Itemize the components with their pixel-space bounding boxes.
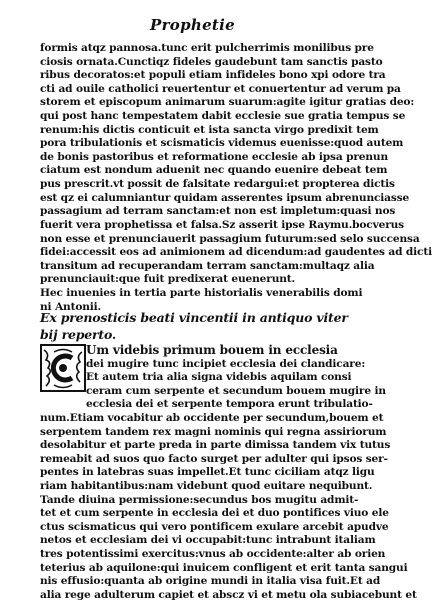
- text-line: nis effusio:quanta ab origine mundi in italia visa fuit.Et ad: [40, 575, 381, 588]
- text-line: tres potentissimi exercitus:vnus ab occidente:alter ab orien: [40, 548, 386, 561]
- text-line: ciosis ornata.Cunctiqz fideles gaudebunt tam sanctis pasto: [40, 55, 383, 68]
- text-line: pora tribulationis et scismaticis videmus euenisse:quod autem: [40, 137, 404, 150]
- text-line: alia rege adulterum capiet et abscz vi et metu ola subiacebunt et: [40, 588, 417, 601]
- text-line: Et autem tria alia signa videbis aquilam consi: [86, 371, 352, 384]
- decorated-initial-c-icon: [42, 346, 84, 390]
- text-line: serpentem tandem rex magni nominis qui regna assiriorum: [40, 425, 387, 438]
- text-line: non esse et prenunciauerit passagium futurum:sed selo succensa: [40, 232, 420, 245]
- section-heading-line: Ex prenosticis beati vincentii in antiquo viter: [40, 310, 348, 325]
- text-line: de bonis pastoribus et reformatione ecclesie ab ipsa prenun: [40, 150, 389, 163]
- text-line: renum:his dictis conticuit et ista sancta virgo predixit tem: [40, 123, 379, 136]
- text-line: fidei:accessit eos ad animionem ad dicendum:ad gaudentes ad dicti: [40, 246, 432, 259]
- text-block-indented: [86, 343, 386, 412]
- text-line: tet et cum serpente in ecclesia dei et duo pontifices viuo ele: [40, 507, 389, 520]
- text-line: Um videbis primum bouem in ecclesia: [86, 343, 338, 357]
- text-line: cti ad ouile catholici reuertentur et conuertentur ad verum pa: [40, 82, 401, 95]
- colophon-line: ni Antonii.: [40, 300, 102, 313]
- text-line: storem et episcopum animarum suarum:agite igitur gratias deo:: [40, 96, 415, 109]
- text-line: qui post hanc tempestatem dabit ecclesie sue gratia tempus se: [40, 110, 406, 123]
- text-line: remeabit ad suos quo facto surget per adulter qui ipsos ser-: [40, 452, 388, 465]
- text-line: formis atqz pannosa.tunc erit pulcherrimis monilibus pre: [40, 42, 374, 54]
- text-line: desolabitur et parte preda in parte dimissa tandem vix tutus: [40, 439, 391, 452]
- text-line: ecclesia dei et serpente tempora erunt tribulatio-: [86, 398, 373, 411]
- text-line: pentes in latebras suas impellet.Et tunc ciciliam atqz ligu: [40, 466, 375, 479]
- text-line: riam habitantibus:nam videbunt quod euitare nequibunt.: [40, 480, 373, 493]
- text-line: est qz ei calumniantur quidam asserentes ipsum abrenunciasse: [40, 191, 410, 204]
- text-line: pus prescrit.vt possit de falsitate redargui:et propterea dictis: [40, 178, 395, 191]
- text-line: teterius ab aquilone:qui inuicem confligent et erit tanta sangui: [40, 561, 408, 574]
- colophon-line: Hec inuenies in tertia parte historialis venerabilis domi: [40, 286, 363, 299]
- text-line: dei mugire tunc incipiet ecclesia dei clandicare:: [86, 357, 366, 370]
- text-line: ctus scismaticus qui vero pontificem exulare arcebit apudve: [40, 520, 389, 533]
- text-line: ceram cum serpente et secundum bouem mugire in: [86, 384, 386, 397]
- text-line: prenunciauit:que fuit predixerat euenerunt.: [40, 273, 296, 286]
- text-line: fuerit vera prophetissa et falsa.Sz asserit ipse Raymu.bocverus: [40, 218, 404, 231]
- running-head: Prophetie: [150, 16, 235, 34]
- text-line: ribus decoratos:et populi etiam infideles bono xpi odore tra: [40, 69, 386, 82]
- text-line: netos et ecclesiam dei vi occupabit:tunc intrabunt italiam: [40, 534, 376, 547]
- text-line: passagium ad terram sanctam:et non est impletum:quasi nos: [40, 205, 396, 218]
- text-line: Tande diuina permissione:secundus bos mugitu admit-: [40, 493, 359, 506]
- section-heading-line: bij reperto.: [40, 327, 117, 342]
- section-heading: [40, 309, 370, 343]
- text-block-1: [40, 42, 432, 314]
- text-block-2: [40, 412, 417, 603]
- text-line: transitum ad recuperandam terram sanctam:multaqz alia: [40, 259, 375, 272]
- decorated-initial-c: [40, 344, 86, 392]
- text-line: ciatum est nondum aduenit nec quando euenire debeat tem: [40, 164, 388, 177]
- text-line: num.Etiam vocabitur ab occidente per secundum,bouem et: [40, 412, 384, 424]
